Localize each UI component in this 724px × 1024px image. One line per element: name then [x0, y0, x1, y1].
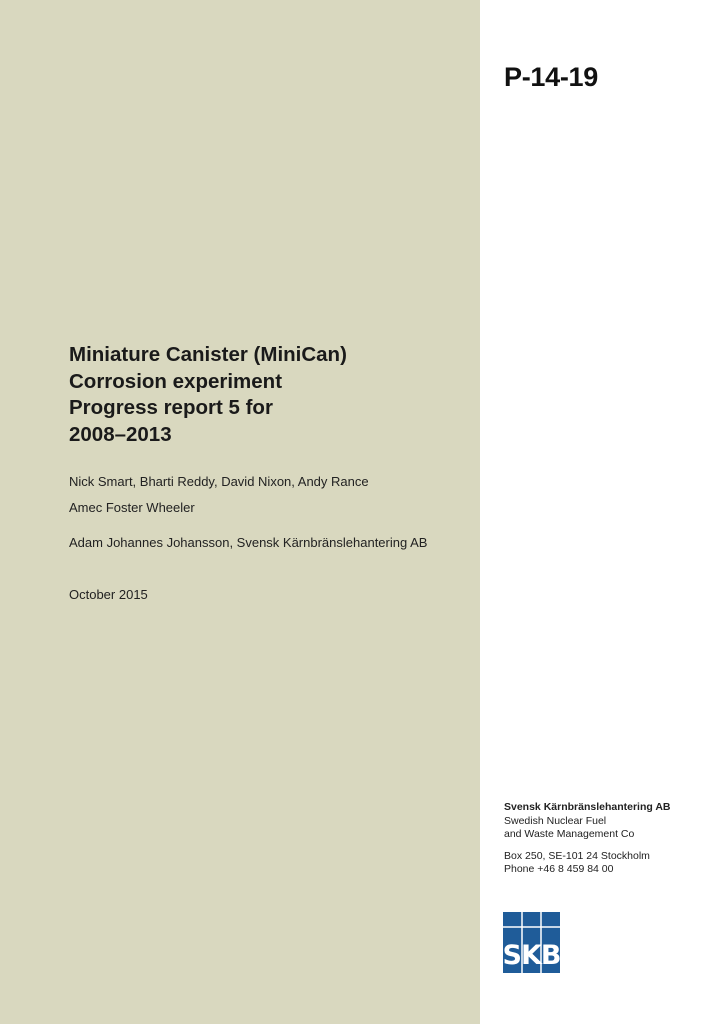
- authors: Nick Smart, Bharti Reddy, David Nixon, Andy Rance: [69, 474, 369, 489]
- publisher-block: [504, 801, 671, 877]
- spacer: [504, 842, 671, 850]
- affiliation: Amec Foster Wheeler: [69, 500, 195, 515]
- report-number: P-14-19: [504, 62, 598, 92]
- logo-text: SKB: [503, 940, 560, 971]
- publisher-phone: Phone +46 8 459 84 00: [504, 863, 614, 875]
- title-line: Progress report 5 for: [69, 396, 273, 419]
- report-title: [69, 342, 469, 448]
- publisher-line: Swedish Nuclear Fuel: [504, 814, 607, 827]
- title-line: 2008–2013: [69, 422, 172, 446]
- title-line: Miniature Canister (MiniCan): [69, 343, 347, 366]
- author-affiliation: Adam Johannes Johansson, Svensk Kärnbränslehantering AB: [69, 535, 428, 550]
- publisher-line: and Waste Management Co: [504, 828, 635, 840]
- publication-date: October 2015: [69, 587, 148, 602]
- publisher-address: Box 250, SE-101 24 Stockholm: [504, 849, 650, 862]
- title-line: Corrosion experiment: [69, 369, 283, 393]
- skb-logo-icon: [503, 912, 560, 973]
- publisher-name: Svensk Kärnbränslehantering AB: [504, 801, 671, 813]
